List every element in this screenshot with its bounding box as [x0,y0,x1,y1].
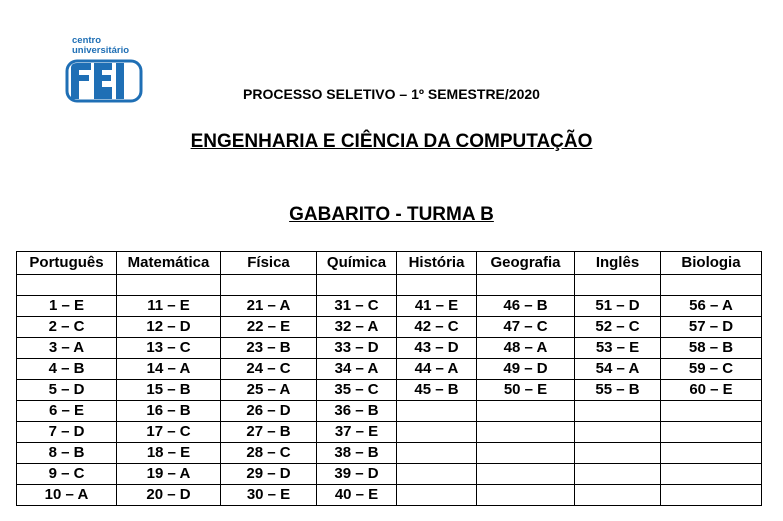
answer-cell: 40 – E [317,485,397,506]
answer-cell [477,422,575,443]
answer-cell: 24 – C [221,359,317,380]
answer-cell: 48 – A [477,338,575,359]
answer-cell: 54 – A [575,359,661,380]
answer-cell: 27 – B [221,422,317,443]
answer-key-table [16,251,762,506]
answer-cell: 43 – D [397,338,477,359]
answer-cell: 9 – C [17,464,117,485]
table-row [17,317,762,338]
answer-cell [661,464,762,485]
answer-cell: 4 – B [17,359,117,380]
answer-cell: 8 – B [17,443,117,464]
table-row [17,443,762,464]
column-header: Matemática [117,252,221,275]
answer-cell: 6 – E [17,401,117,422]
answer-cell: 58 – B [661,338,762,359]
logo-text-universitario: universitário [72,45,130,56]
answer-cell: 39 – D [317,464,397,485]
answer-cell: 23 – B [221,338,317,359]
answer-cell: 3 – A [17,338,117,359]
answer-cell [397,422,477,443]
answer-cell: 12 – D [117,317,221,338]
answer-cell: 42 – C [397,317,477,338]
answer-cell: 41 – E [397,296,477,317]
answer-cell [477,485,575,506]
answer-cell: 29 – D [221,464,317,485]
table-header-row [17,252,762,275]
table-row [17,359,762,380]
answer-cell: 32 – A [317,317,397,338]
column-header: História [397,252,477,275]
answer-cell: 16 – B [117,401,221,422]
answer-cell: 38 – B [317,443,397,464]
process-title-text: PROCESSO SELETIVO – 1º SEMESTRE/2020 [243,86,540,102]
answer-cell: 57 – D [661,317,762,338]
column-header: Geografia [477,252,575,275]
answer-cell: 25 – A [221,380,317,401]
answer-cell [317,275,397,296]
answer-cell [397,464,477,485]
answer-cell: 19 – A [117,464,221,485]
column-header: Biologia [661,252,762,275]
answer-cell [397,275,477,296]
answer-cell: 17 – C [117,422,221,443]
answer-cell [477,401,575,422]
answer-cell [575,422,661,443]
answer-cell [477,464,575,485]
answer-cell: 55 – B [575,380,661,401]
table-row [17,296,762,317]
column-header: Inglês [575,252,661,275]
answer-cell [575,485,661,506]
answer-cell: 44 – A [397,359,477,380]
table-row [17,275,762,296]
answer-cell [397,401,477,422]
logo-text-centro: centro [72,35,102,46]
table-row [17,485,762,506]
answer-cell [575,464,661,485]
answer-cell: 33 – D [317,338,397,359]
answer-cell [575,443,661,464]
table-body [17,275,762,506]
answer-cell: 60 – E [661,380,762,401]
answer-cell: 53 – E [575,338,661,359]
answer-cell: 50 – E [477,380,575,401]
table-row [17,380,762,401]
answer-cell: 52 – C [575,317,661,338]
table-row [17,422,762,443]
answer-cell [477,275,575,296]
answer-cell: 21 – A [221,296,317,317]
answer-cell: 36 – B [317,401,397,422]
column-header: Química [317,252,397,275]
answer-cell: 59 – C [661,359,762,380]
answer-cell [575,275,661,296]
answer-cell: 26 – D [221,401,317,422]
answer-cell [661,485,762,506]
answer-cell: 45 – B [397,380,477,401]
answer-cell: 49 – D [477,359,575,380]
table-row [17,464,762,485]
table-row [17,338,762,359]
answer-cell: 1 – E [17,296,117,317]
answer-cell [477,443,575,464]
answer-cell: 10 – A [17,485,117,506]
answer-cell: 18 – E [117,443,221,464]
answer-cell: 46 – B [477,296,575,317]
answer-cell: 51 – D [575,296,661,317]
answer-cell: 2 – C [17,317,117,338]
answer-cell: 22 – E [221,317,317,338]
answer-cell: 5 – D [17,380,117,401]
answer-cell [397,485,477,506]
column-header: Português [17,252,117,275]
answer-cell [575,401,661,422]
answer-cell: 14 – A [117,359,221,380]
answer-cell: 31 – C [317,296,397,317]
answer-cell [661,443,762,464]
answer-cell: 56 – A [661,296,762,317]
answer-cell: 15 – B [117,380,221,401]
answer-cell: 35 – C [317,380,397,401]
answer-key-title: GABARITO - TURMA B [289,204,494,225]
answer-cell: 34 – A [317,359,397,380]
column-header: Física [221,252,317,275]
answer-cell: 47 – C [477,317,575,338]
answer-cell: 30 – E [221,485,317,506]
answer-cell: 13 – C [117,338,221,359]
answer-cell [117,275,221,296]
answer-cell [397,443,477,464]
answer-cell: 7 – D [17,422,117,443]
answer-cell: 37 – E [317,422,397,443]
answer-cell [661,275,762,296]
table-header [17,252,762,275]
answer-cell: 20 – D [117,485,221,506]
process-title [0,86,783,102]
answer-cell: 11 – E [117,296,221,317]
answer-cell [661,401,762,422]
answer-cell [661,422,762,443]
answer-cell: 28 – C [221,443,317,464]
table-row [17,401,762,422]
answer-cell [221,275,317,296]
course-title: ENGENHARIA E CIÊNCIA DA COMPUTAÇÃO [190,131,593,152]
answer-cell [17,275,117,296]
